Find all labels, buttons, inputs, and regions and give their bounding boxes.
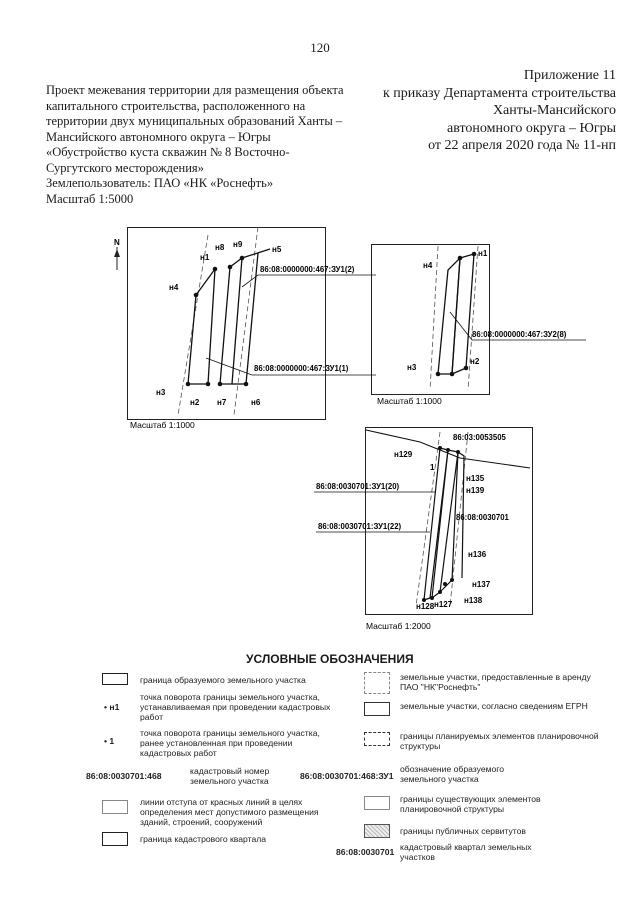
cadastral-label: 86:08:0000000:467:ЗУ1(1) <box>254 364 349 373</box>
project-line: капитального строительства, расположенного на <box>46 98 306 113</box>
legend-item-text: границы планируемых элементов планировочной структуры <box>400 731 599 751</box>
legend-symbol: 86:08:0030701 <box>336 847 395 857</box>
legend-symbol: • н1 <box>104 702 120 712</box>
project-description <box>46 83 366 207</box>
point-label: н1 <box>200 253 210 262</box>
turn-point <box>443 582 447 586</box>
cadastral-label: 86:08:0000000:467:ЗУ2(8) <box>472 330 567 339</box>
point-label: н5 <box>272 245 282 254</box>
legend-item-text: границы существующих элементов планировочной структуры <box>400 794 541 814</box>
legend-item-text: точка поворота границы земельного участка, ранее установленная при проведении кадастровых работ <box>140 728 320 758</box>
map-2 <box>360 240 600 410</box>
appendix-heading <box>326 67 616 155</box>
turn-point <box>438 446 442 450</box>
point-label: н2 <box>190 398 200 407</box>
project-line: Землепользователь: ПАО «НК «Роснефть» <box>46 176 274 190</box>
legend-item-text: граница кадастрового квартала <box>140 834 267 844</box>
cadastral-label: 86:08:0030701:ЗУ1(20) <box>316 482 400 491</box>
legend-item <box>102 800 128 814</box>
turn-point <box>206 382 211 387</box>
point-label: н1 <box>478 249 488 258</box>
point-label: н7 <box>217 398 227 407</box>
legend-item-text: точка поворота границы земельного участка, устанавливаемая при проведении кадастровых работ <box>140 692 331 722</box>
legend-item <box>102 673 128 685</box>
dashed-planning-line <box>416 432 440 606</box>
appendix-line: от 22 апреля 2020 года № 11-нп <box>428 138 616 153</box>
legend-item-text: кадастровый номер земельного участка <box>190 766 270 786</box>
map-3 <box>300 420 540 635</box>
point-label: 1 <box>430 463 435 472</box>
map-scale: Масштаб 1:1000 <box>130 420 195 430</box>
turn-point <box>240 256 245 261</box>
point-label: н3 <box>156 388 166 397</box>
turn-point <box>218 382 223 387</box>
point-label: н127 <box>434 600 453 609</box>
project-line: «Обустройство куста скважин № 8 Восточно- <box>46 145 290 159</box>
plot-boundary <box>188 269 215 384</box>
cadastral-label: 86:08:0000000:467:ЗУ1(2) <box>260 265 355 274</box>
appendix-line: Ханты-Мансийского <box>492 103 616 118</box>
cadastral-label: 86:08:0030701 <box>456 513 509 522</box>
point-label: н4 <box>423 261 433 270</box>
label-leader <box>206 358 252 375</box>
north-arrow-head <box>114 249 120 257</box>
cadastral-label: 86:03:0053505 <box>453 433 506 442</box>
point-label: н135 <box>466 474 485 483</box>
turn-point <box>464 366 469 371</box>
legend-symbol: 86:08:0030701:468 <box>86 771 162 781</box>
plot-boundary <box>242 249 270 258</box>
point-label: н138 <box>464 596 483 605</box>
page-number: 120 <box>310 40 330 55</box>
plot-boundary <box>452 254 474 374</box>
plot-boundary <box>440 452 464 592</box>
legend-item-text: земельные участки, предоставленные в аренду ПАО "НК"Роснефть" <box>400 672 591 692</box>
plot-boundary <box>438 258 460 374</box>
point-label: н3 <box>407 363 417 372</box>
appendix-line: Приложение 11 <box>523 68 616 83</box>
project-line: Масштаб 1:5000 <box>46 191 134 206</box>
legend-title: УСЛОВНЫЕ ОБОЗНАЧЕНИЯ <box>246 652 414 666</box>
point-label: н136 <box>468 550 487 559</box>
legend-item-text: кадастровый квартал земельных участков <box>400 842 532 862</box>
turn-point <box>446 448 450 452</box>
point-label: н8 <box>215 243 225 252</box>
map-scale: Масштаб 1:2000 <box>366 621 431 631</box>
point-label: н129 <box>394 450 413 459</box>
point-label: н137 <box>472 580 491 589</box>
turn-point <box>186 382 191 387</box>
legend-item <box>364 796 390 810</box>
legend-item-text: граница образуемого земельного участка <box>140 675 306 685</box>
point-label: н2 <box>470 357 480 366</box>
legend-item <box>364 672 390 694</box>
legend-item <box>102 832 128 846</box>
project-line: территории двух муниципальных образований Ханты – <box>46 114 343 128</box>
legend-item-text: земельные участки, согласно сведениям ЕГРН <box>400 701 588 711</box>
legend-item-text: линии отступа от красных линий в целях определения мест допустимого размещения зданий, строений, сооружений <box>140 797 319 827</box>
legend-symbol: 86:08:0030701:468:ЗУ1 <box>300 771 394 781</box>
point-label: н128 <box>416 602 435 611</box>
turn-point <box>450 372 455 377</box>
project-line: Мансийского автономного округа – Югры <box>46 129 271 144</box>
plot-boundary <box>220 258 242 384</box>
legend-item <box>364 702 390 716</box>
turn-point <box>438 590 442 594</box>
turn-point <box>244 382 249 387</box>
legend-item-text: обозначение образуемого земельного участка <box>400 764 505 784</box>
point-label: н9 <box>233 240 243 249</box>
legend-symbol: • 1 <box>104 736 115 746</box>
turn-point <box>458 256 463 261</box>
map-1 <box>100 225 400 435</box>
turn-point <box>450 578 454 582</box>
turn-point <box>228 265 233 270</box>
appendix-line: автономного округа – Югры <box>447 120 616 136</box>
cadastral-label: 86:08:0030701:ЗУ1(22) <box>318 522 402 531</box>
project-line: Проект межевания территории для размещения объекта <box>46 83 344 97</box>
map-scale: Масштаб 1:1000 <box>377 396 442 406</box>
legend-item <box>364 732 390 746</box>
appendix-line: к приказу Департамента строительства <box>382 85 616 101</box>
point-label: н139 <box>466 486 485 495</box>
point-label: н6 <box>251 398 261 407</box>
point-label: н4 <box>169 283 179 292</box>
turn-point <box>436 372 441 377</box>
north-label: N <box>114 238 120 247</box>
turn-point <box>213 267 218 272</box>
turn-point <box>472 252 477 257</box>
legend-item-text: границы публичных сервитутов <box>400 826 526 836</box>
legend-item <box>364 824 390 838</box>
project-line: Сургутского месторождения» <box>46 160 204 175</box>
turn-point <box>194 293 199 298</box>
turn-point <box>456 450 460 454</box>
